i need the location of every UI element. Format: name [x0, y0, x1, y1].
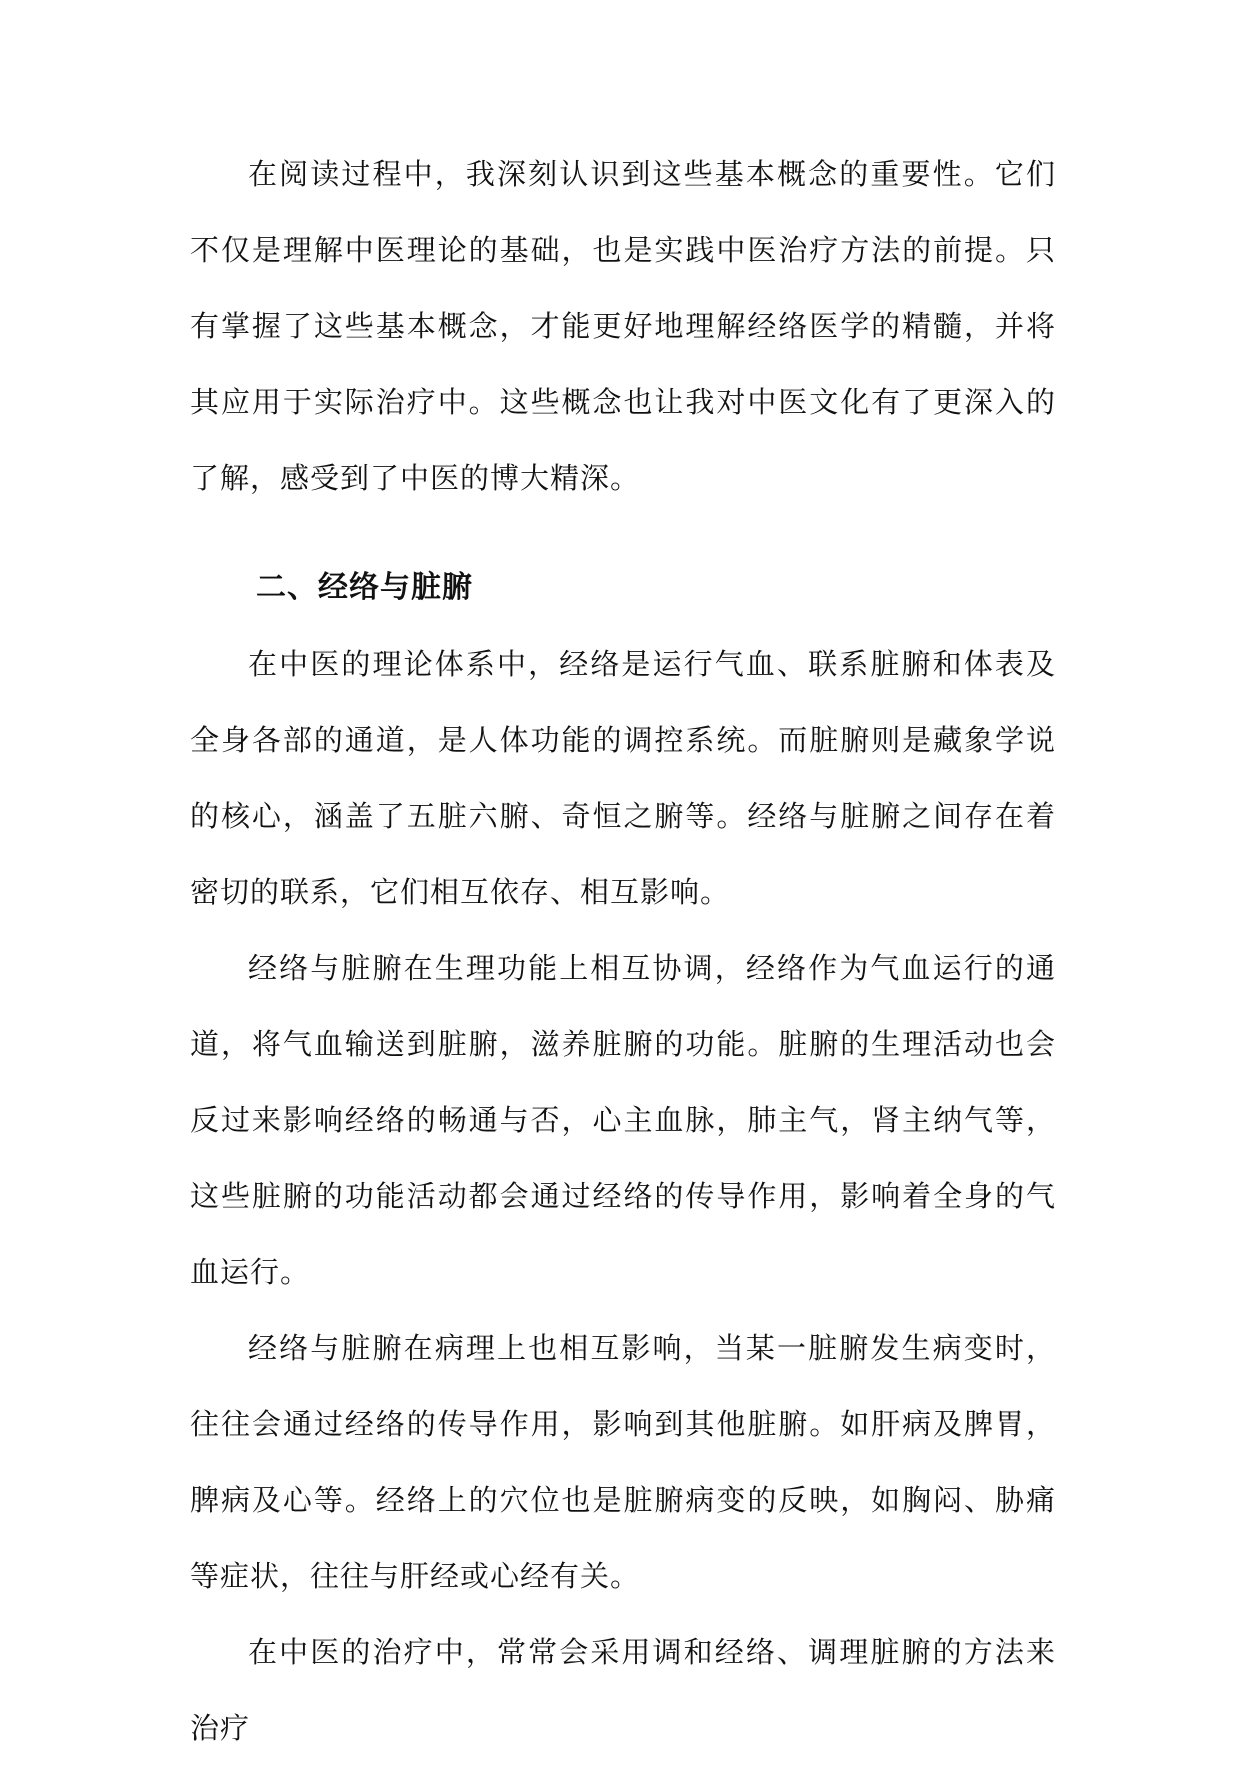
- paragraph-4: 在中医的治疗中，常常会采用调和经络、调理脏腑的方法来治疗: [190, 1635, 1056, 1745]
- paragraph-2: 经络与脏腑在生理功能上相互协调，经络作为气血运行的通道，将气血输送到脏腑，滋养脏腑的功能。脏腑的生理活动也会反过来影响经络的畅通与否，心主血脉，肺主气，肾主纳气等，这些脏腑的功能活动都会通过经络的传导作用，影响着全身的气血运行。: [190, 951, 1056, 1289]
- paragraph-3: 经络与脏腑在病理上也相互影响，当某一脏腑发生病变时，往往会通过经络的传导作用，影响到其他脏腑。如肝病及脾胃，脾病及心等。经络上的穴位也是脏腑病变的反映，如胸闷、胁痛等症状，往往与肝经或心经有关。: [190, 1331, 1056, 1593]
- paragraph-intro: 在阅读过程中，我深刻认识到这些基本概念的重要性。它们不仅是理解中医理论的基础，也是实践中医治疗方法的前提。只有掌握了这些基本概念，才能更好地理解经络医学的精髓，并将其应用于实际治疗中。这些概念也让我对中医文化有了更深入的了解，感受到了中医的博大精深。: [190, 157, 1056, 495]
- document-body: [190, 136, 1056, 1766]
- paragraph-1: 在中医的理论体系中，经络是运行气血、联系脏腑和体表及全身各部的通道，是人体功能的调控系统。而脏腑则是藏象学说的核心，涵盖了五脏六腑、奇恒之腑等。经络与脏腑之间存在着密切的联系，它们相互依存、相互影响。: [190, 647, 1056, 909]
- section-heading: 二、经络与脏腑: [256, 570, 473, 605]
